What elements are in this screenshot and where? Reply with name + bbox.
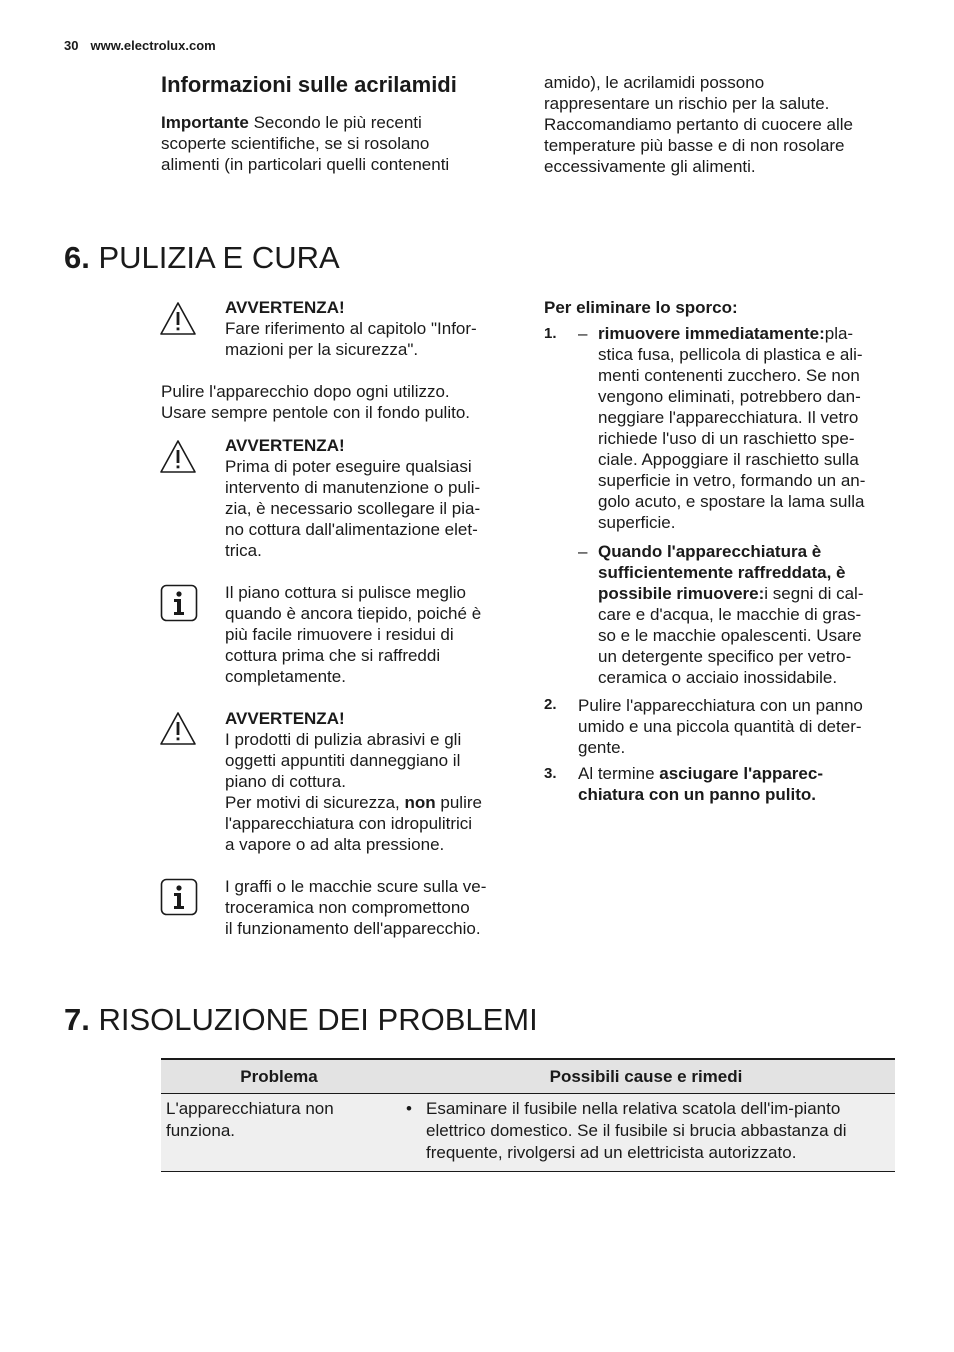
step-1a: rimuovere immediatamente:pla- stica fusa, pellicola di plastica e ali- menti contenenti zucchero. Se non vengono eliminati, potrebbero dan- neggiare l'apparecchiatura. Il vetro richiede l'uso di un raschietto spe- ciale. Appoggiare il raschietto sulla superficie in vetro, formando un an- golo acuto, e spostare la lama sulla superficie.	[598, 324, 866, 532]
info-icon	[160, 878, 198, 916]
problem-cell: L'apparecchiatura non funziona.	[161, 1094, 397, 1172]
warning-label: AVVERTENZA!	[225, 436, 345, 455]
step-2-number: 2.	[544, 696, 557, 713]
table-header-row	[161, 1059, 895, 1094]
remedy-text: Esaminare il fusibile nella relativa scatola dell'im-pianto elettrico domestico. Se il fusibile si brucia abbastanza di frequente, rivolgersi ad un elettricista autorizzato.	[426, 1099, 847, 1162]
warning-triangle-icon	[159, 300, 197, 338]
warning-1: AVVERTENZA! Fare riferimento al capitolo "Infor- mazioni per la sicurezza".	[225, 297, 525, 360]
site-url: www.electrolux.com	[90, 38, 216, 53]
step-1b: Quando l'apparecchiatura è sufficientemente raffreddata, è possibile rimuovere:i segni di cal- care e d'acqua, le macchie di gras- so e le macchie opalescenti. Usare un detergente specifico per vetro- ceramica o acciaio inossidabile.	[598, 542, 864, 687]
important-label: Importante	[161, 113, 249, 132]
warning-triangle-icon	[159, 710, 197, 748]
step-3: Al termine asciugare l'apparec- chiatura con un panno pulito.	[578, 764, 823, 804]
section6-heading	[64, 240, 340, 276]
warning-2: AVVERTENZA! Prima di poter eseguire qualsiasi intervento di manutenzione o puli- zia, è necessario scollegare il pia- no cottura dall'alimentazione elet- trica.	[225, 435, 525, 561]
acrylamide-right-text: amido), le acrilamidi possono rappresentare un rischio per la salute. Raccomandiamo pertanto di cuocere alle temperature più basse e di non rosolare eccessivamente gli alimenti.	[544, 73, 854, 176]
step-3-number: 3.	[544, 765, 557, 782]
warning-triangle-icon	[159, 438, 197, 476]
step-2: Pulire l'apparecchiatura con un panno umido e una piccola quantità di deter- gente.	[578, 696, 863, 757]
section7-title: RISOLUZIONE DEI PROBLEMI	[98, 1002, 538, 1037]
warning-label: AVVERTENZA!	[225, 298, 345, 317]
intro-text: Pulire l'apparecchio dopo ogni utilizzo. Usare sempre pentole con il fondo pulito.	[161, 382, 471, 422]
info-2: I graffi o le macchie scure sulla ve- troceramica non compromettono il funzionamento dell'apparecchio.	[225, 877, 487, 938]
dash: –	[578, 542, 588, 561]
dirt-title: Per eliminare lo sporco:	[544, 298, 738, 317]
warning-label: AVVERTENZA!	[225, 709, 345, 728]
step-1-number: 1.	[544, 325, 557, 342]
remedy-cell	[397, 1094, 895, 1172]
section6-number: 6.	[64, 240, 90, 275]
column-header-remedies: Possibili cause e rimedi	[397, 1059, 895, 1094]
section6-title: PULIZIA E CURA	[98, 240, 340, 275]
info-icon	[160, 584, 198, 622]
page-header	[64, 38, 216, 53]
dash: –	[578, 324, 588, 343]
warning-3: AVVERTENZA! I prodotti di pulizia abrasivi e gli oggetti appuntiti danneggiano il piano di cottura. Per motivi di sicurezza, non pulire l'apparecchiatura con idropulitrici a vapore o ad alta pressione.	[225, 708, 525, 855]
table-row	[161, 1094, 895, 1172]
acrylamide-title: Informazioni sulle acrilamidi	[161, 72, 457, 97]
bullet: •	[406, 1099, 412, 1118]
troubleshooting-table	[161, 1058, 895, 1172]
info-1: Il piano cottura si pulisce meglio quando è ancora tiepido, poiché è più facile rimuovere i residui di cottura prima che si raffreddi completamente.	[225, 583, 482, 686]
section7-heading	[64, 1002, 538, 1038]
section7-number: 7.	[64, 1002, 90, 1037]
page-number: 30	[64, 38, 79, 53]
acrylamide-left-text: Importante Secondo le più recenti scoperte scientifiche, se si rosolano alimenti (in particolari quelli contenenti	[161, 113, 450, 174]
column-header-problem: Problema	[161, 1059, 397, 1094]
